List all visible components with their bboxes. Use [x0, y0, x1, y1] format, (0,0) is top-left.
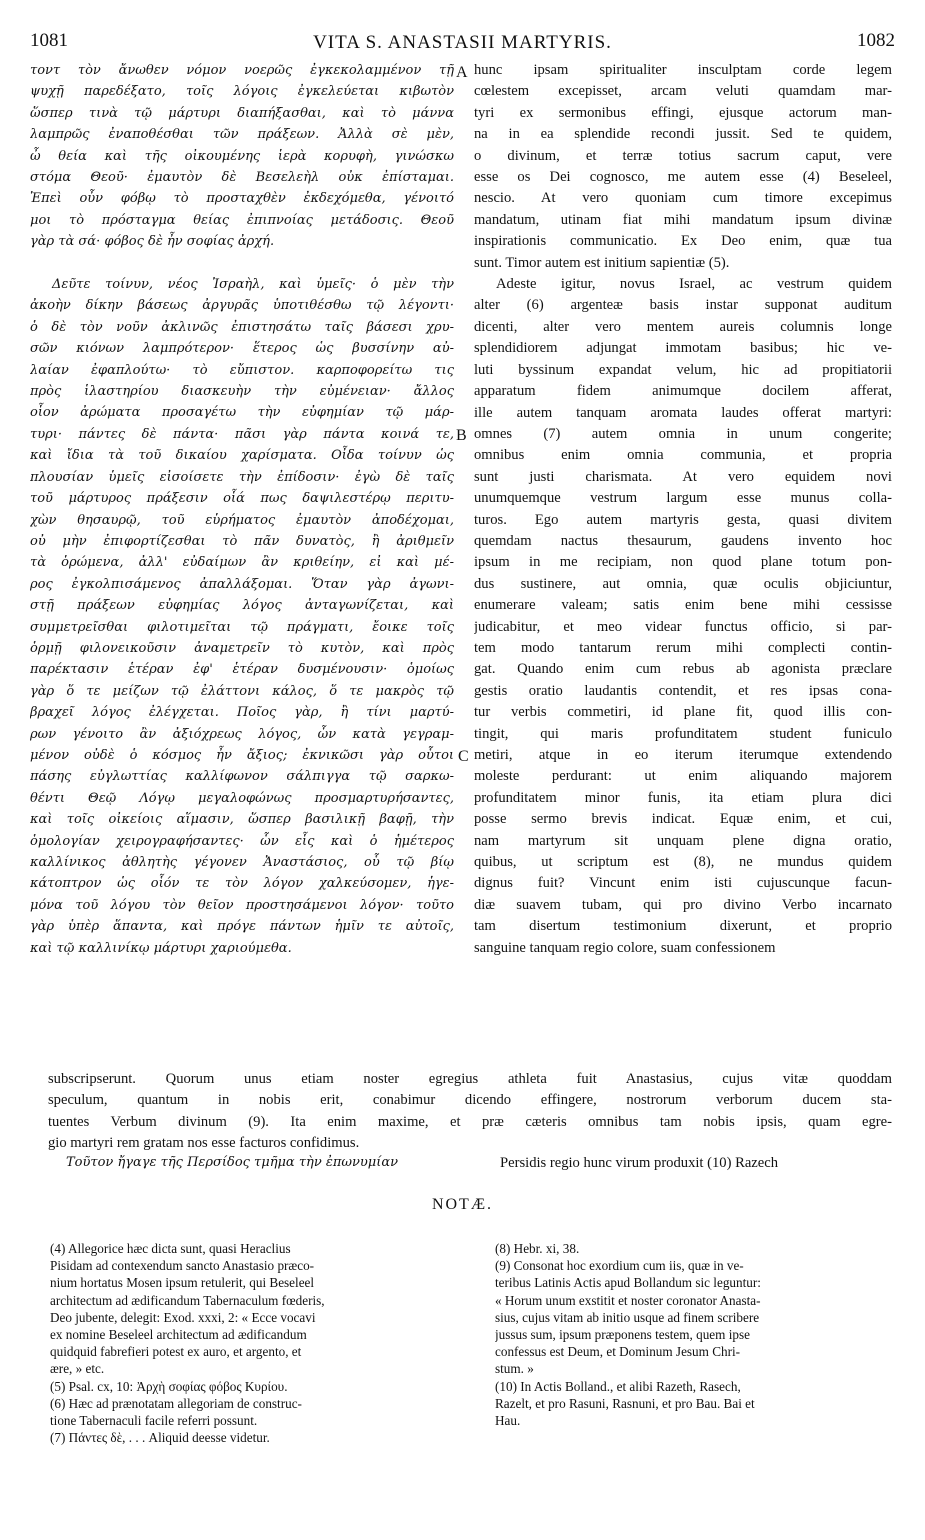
note-line: Razelt, et pro Rasuni, Rasnuni, et pro Bau. Bai et	[495, 1395, 755, 1411]
latin-line: quemdam nactus thesaurum, gaudens invento hoc	[474, 532, 892, 549]
latin-line: esse os Dei cognosco, me autem esse (4) Beseleel,	[474, 169, 892, 186]
latin-line: enumerare valeam; satis enim bene mihi cessisse	[474, 597, 892, 614]
greek-line: γὰρ ὅ τε μείζων τῷ ἐλάττονι κάλος, ὅ τε μακρὸς τῷ	[30, 683, 454, 699]
note-line: (8) Hebr. xi, 38.	[495, 1241, 580, 1256]
latin-line: dus sustinere, aut omnia, quæ oculis objiciuntur,	[474, 575, 892, 592]
latin-line: apparatum fidem animumque docilem afferat,	[474, 383, 892, 400]
latin-line: sunt. Timor autem est initium sapientiæ (5).	[474, 254, 730, 271]
greek-line: καὶ τῷ καλλινίκῳ μάρτυρι χαριούμεθα.	[30, 940, 292, 956]
note-line: (7) Πάντες δὲ, . . . Aliquid deesse videtur.	[50, 1430, 270, 1446]
latin-line: omnibus enim omnia communia, et propria	[474, 447, 892, 464]
latin-line: tur verbis commetiri, id plane fit, quod illis con-	[474, 704, 892, 721]
note-line: nium hortatus Mosen ipsum retulerit, qui Beseleel	[50, 1275, 315, 1291]
latin-line: turos. Ego autem martyris gesta, quasi divitem	[474, 511, 892, 528]
greek-line: γὰρ τὰ σά· φόβος δὲ ἦν σοφίας ἀρχή.	[30, 234, 275, 250]
greek-line: τοντ τὸν ἄνωθεν νόμον νοερῶς ἐγκεκολαμμένον τῇ	[30, 63, 454, 78]
greek-line: τοῦ μάρτυρος πράξεσιν οἷά πως δαψιλεστέρῳ περιτυ-	[30, 491, 454, 507]
note-line: architectum ad ædificandum Tabernaculum fœderis,	[50, 1292, 325, 1308]
greek-line: παρέκτασιν ἑτέραν ἐφ' ἑτέραν δυσμένουσιν· ὁμοίως	[30, 662, 454, 678]
greek-line: στόμα Θεοῦ· ἐμαυτὸν δὲ Βεσελεὴλ οὐκ ἐπίσταμαι.	[30, 170, 454, 186]
latin-line: na in ea splendide recondi jussit. Sed te quidem,	[474, 126, 892, 143]
greek-line: ψυχῇ παρεδέξατο, τοῖς λόγοις ἐγκελεύεται κιβωτὸν	[30, 84, 454, 100]
latin-line: quibus, ut scriptum est (8), ne mundus quidem	[474, 854, 892, 871]
latin-line: moleste perdurant: ut enim aliquando majorem	[474, 768, 892, 785]
section-marker-a: A	[456, 64, 468, 81]
greek-line: γὰρ ὑπὲρ ἅπαντα, καὶ πρόγε πάντων ἡμῖν τε αὐτοῖς,	[30, 919, 454, 935]
latin-line: inspirationis communicatio. Ex Deo enim, quæ tua	[474, 233, 892, 250]
note-line: (9) Consonat hoc exordium cum iis, quæ in ve-	[495, 1258, 744, 1274]
greek-line: ὁρμῇ φιλονεικοῦσιν ἀναμετρεῖν τὸ κυτὸν, καὶ πρὸς	[30, 640, 454, 656]
notes-right-column	[495, 1240, 895, 1429]
latin-line: tyri ex sermonibus effingi, ejusque actorum man-	[474, 104, 892, 121]
page-number-right: 1082	[857, 30, 895, 51]
latin-line: dignus fuit? Vincunt enim isti cujuscunque facun-	[474, 875, 892, 892]
latin-line: ille autem tanquam aromata laudes offerat martyri:	[474, 404, 892, 421]
latin-line: sunt justi charismata. At vero equidem novi	[474, 468, 892, 485]
latin-line: gat. Quando enim cum rebus ab agonista præclare	[474, 661, 892, 678]
latin-line: gestis oratio laudantis contendit, et res ipsas cona-	[474, 682, 892, 699]
greek-line: μένον οὐδὲ ὁ κόσμος ἦν ἄξιος; ἐκνικῶσι γὰρ οὗτοι	[30, 747, 454, 763]
latin-line: posse sermo brevis indicat. Equæ enim, et cui,	[474, 811, 892, 828]
latin-line: subscripserunt. Quorum unus etiam noster egregius athleta fuit Anastasius, cujus vitæ quoddam	[48, 1071, 892, 1087]
greek-line: ὁμολογίαν χειρογραφήσαντες· ὧν εἷς καὶ ὁ ἡμέτερος	[30, 833, 454, 849]
greek-line: καλλίνικος ἀθλητὴς γέγονεν Ἀναστάσιος, οὗ τῷ βίῳ	[30, 855, 454, 871]
latin-line: mandatum, utinam fiat mihi mandatum ipsum divinæ	[474, 211, 892, 228]
greek-line: κάτοπτρον ὡς οἷόν τε τὸν λόγον χαλκεύσομεν, ἡγε-	[30, 876, 454, 892]
latin-line: gio martyri rem gratam nos esse facturos confidimus.	[48, 1135, 360, 1152]
section-marker-c: C	[458, 748, 469, 765]
latin-line: o divinum, et terræ totius sacrum caput, vere	[474, 147, 892, 164]
greek-line: Δεῦτε τοίνυν, νέος Ἰσραὴλ, καὶ ὑμεῖς· ὁ μὲν τὴν	[52, 277, 454, 293]
page-number-left: 1081	[30, 30, 68, 51]
greek-line: τυρι· πάντες δὲ πάντα· πᾶσι γὰρ πάντα κοινά τε,	[30, 426, 454, 442]
greek-line: πρὸς ἱλαστηρίου διασκευὴν τὴν εὐμένειαν· ἄλλος	[30, 384, 454, 400]
notes-heading: NOTÆ.	[431, 1196, 494, 1213]
greek-line: καὶ ἴδια τὰ τοῦ δικαίου χαρίσματα. Οἶδα τοίνυν ὡς	[30, 448, 454, 464]
greek-line: ὦ θεία καὶ τῆς οἰκουμένης ἱερὰ κορυφὴ, γινώσκω	[30, 148, 454, 164]
greek-line: συμμετρεῖσθαι φιλοτιμεῖται τῷ πράγματι, ἔοικε τοῖς	[30, 619, 454, 635]
latin-line: cœlestem excepisset, arcam veluti quamdam mar-	[474, 83, 892, 100]
latin-line: splendidiorem adjungat immotam basibus; hic ve-	[474, 340, 892, 357]
greek-column	[30, 60, 454, 959]
greek-line: καὶ τοῖς οἰκείοις αἵμασιν, ὥσπερ βασιλικῇ βαφῇ, τὴν	[30, 812, 454, 828]
latin-line: tam disertum testimonium dixerunt, et proprio	[474, 918, 892, 935]
latin-line: nam martyrum sit unquam plene digna oratio,	[474, 832, 892, 849]
greek-line: Ἐπεὶ οὖν φόβῳ τὸ προσταχθὲν ἐκδεχόμεθα, γένοιτό	[30, 191, 454, 207]
note-line: tione Tabernaculi facile referri possunt.	[50, 1413, 258, 1429]
greek-line: ρων γένοιτο ἂν ἀξιόχρεως λόγος, ὧν κατὰ γεγραμ-	[30, 726, 454, 742]
greek-line: μοι τὸ πρόσταγμα θείας ἐπιπνοίας μετάδοσις. Θεοῦ	[30, 212, 454, 228]
note-line: Deo jubente, delegit: Exod. xxxi, 2: « Ecce vocavi	[50, 1309, 316, 1325]
page-header	[30, 30, 895, 56]
latin-line: nescio. At vero quoniam cum timore excepimus	[474, 190, 892, 207]
final-latin-line: Persidis regio hunc virum produxit (10) Razech	[500, 1155, 779, 1171]
note-line: (10) In Actis Bolland., et alibi Razeth, Rasech,	[495, 1378, 741, 1394]
note-line: Pisidam ad contexendum sancto Anastasio præco-	[50, 1258, 315, 1274]
latin-line: diæ suavem tubam, qui pro divino Verbo incarnato	[474, 896, 892, 913]
greek-line: στῇ πράξεων εὐφημίας λόγος ἀνταγωνίζεται, καὶ	[30, 598, 454, 614]
greek-line: πλουσίαν ὑμεῖς εἰσοίσετε τὴν ἐπίδοσιν· ἐγὼ δὲ ταῖς	[30, 469, 454, 485]
greek-line: ρος ἐγκολπισάμενος ἀπαλλάξομαι. Ὅταν γὰρ ἀγωνι-	[30, 576, 454, 592]
notes-left-column	[50, 1240, 458, 1446]
greek-line: οὐ μὴν ἐπιφορτίζεσθαι τὸ πᾶν δυνατὸς, ἢ ἀριθμεῖν	[30, 533, 454, 549]
latin-line: sanguine tanquam regio colore, suam confessionem	[474, 939, 776, 956]
greek-line: σῶν κιόνων λαμπρότερον· ἕτερος ὡς βυσσίνην αὐ-	[30, 341, 454, 357]
latin-line: omnes (7) autem omnia in unum congerite;	[474, 425, 892, 442]
note-line: ex nomine Beseleel architectum ad ædificandum	[50, 1327, 307, 1343]
latin-line: tingit, qui maris profunditatem student funiculo	[474, 725, 892, 742]
greek-line: λαίαν ἐφαπλούτω· τὸ εὔπιστον. καρποφορείτω τις	[30, 362, 454, 378]
latin-line: unumquemque vestrum largum esse munus colla-	[474, 490, 892, 507]
latin-line: ipsum in me recipiam, non quod plane totum pon-	[474, 554, 892, 571]
greek-line: πάσης εὐγλωττίας καλλίφωνον σάλπιγγα τῷ σαρκω-	[30, 769, 454, 785]
latin-line: tem modo tantarum rerum mihi complecti contin-	[474, 639, 892, 656]
paragraph-gap	[30, 253, 454, 274]
note-line: stum. »	[495, 1361, 534, 1377]
note-line: sius, cujus vitam ab initio usque ad finem scribere	[495, 1309, 760, 1325]
latin-column	[474, 60, 892, 959]
greek-line: βραχεῖ λόγος ἐλέγχεται. Ποῖος γὰρ, ἢ τίνι μαρτύ-	[30, 705, 454, 721]
latin-line: judicabitur, et meo videar functus officio, si par-	[474, 618, 892, 635]
final-greek-line: Τοῦτον ἤγαγε τῆς Περσίδος τμῆμα τὴν ἐπωνυμίαν	[66, 1155, 399, 1170]
latin-line: tuentes Verbum divinum (9). Ita enim maxime, et præ cæteris omnibus tam nobis ipsis, quam egre-	[48, 1113, 892, 1130]
greek-line: οἷον ἀρώματα προσαγέτω τὴν εὐφημίαν τῷ μάρ-	[30, 405, 454, 421]
latin-line: alter (6) argenteæ basis instar supponat auditum	[474, 297, 892, 314]
note-line: confessus est Deum, et Dominum Jesum Chri-	[495, 1344, 741, 1360]
note-line: « Horum unum exstitit et noster coronator Anasta-	[495, 1292, 761, 1308]
section-marker-b: B	[456, 427, 467, 444]
greek-line: τὰ ὁρώμενα, ἀλλ' εὐδαίμων ἂν κριθείην, εἰ καὶ μέ-	[30, 555, 454, 571]
latin-line: Adeste igitur, novus Israel, ac vestrum quidem	[496, 276, 892, 293]
greek-line: μόνα τοῦ λόγου τὸν θεῖον προστησάμενοι λόγον· τοῦτο	[30, 897, 454, 913]
greek-line: ὁ δὲ τὸν νοῦν ἀκλινῶς ἐπιστησάτω ταῖς βάσεσι χρυ-	[30, 319, 454, 335]
latin-line: dicenti, alter vero mentem aureis columnis longe	[474, 318, 892, 335]
note-line: (4) Allegorice hæc dicta sunt, quasi Heraclius	[50, 1241, 291, 1256]
latin-line: hunc ipsam spiritualiter insculptam corde legem	[474, 62, 892, 78]
latin-full-width-paragraph	[48, 1069, 892, 1155]
greek-line: χὼν θησαυρῷ, τοῦ εὑρήματος ἐμαυτὸν ἀποδέχομαι,	[30, 512, 454, 528]
note-line: ære, » etc.	[50, 1361, 105, 1377]
final-parallel-line	[0, 1155, 925, 1177]
running-title: VITA S. ANASTASII MARTYRIS.	[313, 32, 612, 53]
greek-line: ὥσπερ τινὰ τῷ μάρτυρι διαπήξασθαι, καὶ τὸ μάννα	[30, 105, 454, 121]
latin-line: speculum, quantum in nobis erit, conabimur dicendo effingere, nostrorum verborum ducem sta-	[48, 1092, 892, 1109]
greek-line: θέντι Θεῷ Λόγῳ μεγαλοφώνως προσμαρτυρήσαντες,	[30, 790, 454, 806]
greek-line: λαμπρῶς ἐναποθέσθαι τῶν πράξεων. Ἀλλὰ σὲ μὲν,	[30, 127, 454, 143]
note-line: (6) Hæc ad prænotatam allegoriam de construc-	[50, 1395, 302, 1411]
note-line: jussus sum, ipsum præponens testem, quem ipse	[495, 1327, 750, 1343]
note-line: teribus Latinis Actis apud Bollandum sic leguntur:	[495, 1275, 761, 1291]
note-line: quidquid fabrefieri potest ex auro, et argento, et	[50, 1344, 302, 1360]
latin-line: profunditatem minor funis, ita etiam plura dici	[474, 789, 892, 806]
note-line: Hau.	[495, 1413, 521, 1429]
latin-line: metiri, atque in eo iterum iterumque extendendo	[474, 747, 892, 763]
greek-line: ἀκοὴν δίκην βάσεως ἀργυρᾶς ὑποτιθέσθω τῷ λέγοντι·	[30, 298, 454, 314]
note-line: (5) Psal. cx, 10: Ἀρχὴ σοφίας φόβος Κυρίου.	[50, 1378, 288, 1394]
latin-line: luti byssinum expandat velum, hic ad propitiatorii	[474, 361, 892, 378]
